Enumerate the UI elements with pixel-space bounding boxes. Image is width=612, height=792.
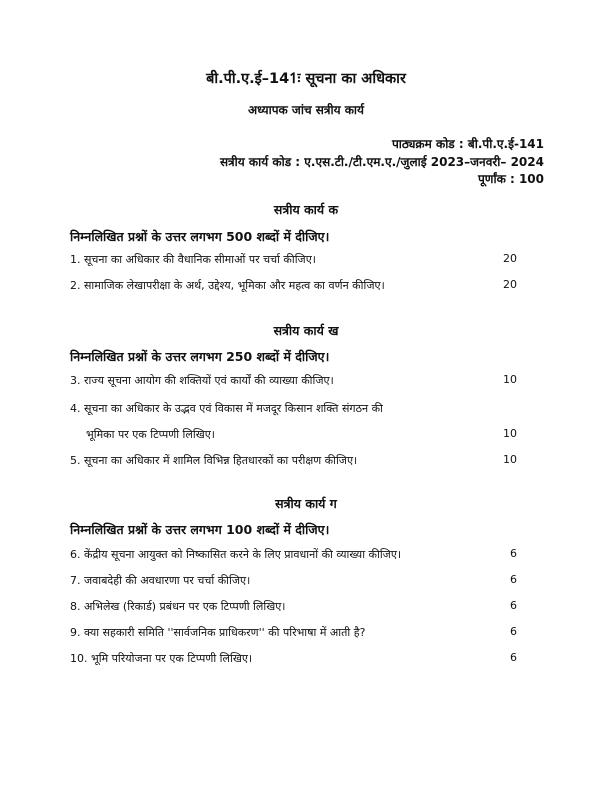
course-code: पाठ्यक्रम कोड : बी.पी.ए.ई-141: [391, 137, 544, 151]
question-item: [70, 401, 540, 417]
question-text: 9. क्या सहकारी समिति ''सार्वजनिक प्राधिकरण'' की परिभाषा में आती है?: [70, 626, 366, 639]
question-marks: 6: [510, 599, 517, 612]
question-text: 5. सूचना का अधिकार में शामिल विभिन्न हितधारकों का परीक्षण कीजिए।: [70, 454, 358, 467]
question-marks: 10: [503, 373, 517, 386]
question-marks: 20: [503, 252, 517, 265]
question-marks: 6: [510, 547, 517, 560]
question-marks: 6: [510, 625, 517, 638]
assignment-meta: [220, 136, 544, 189]
section-heading-b: सत्रीय कार्य ख: [273, 323, 339, 338]
question-text: 10. भूमि परियोजना पर एक टिप्पणी लिखिए।: [70, 652, 253, 665]
question-item: [70, 278, 540, 294]
section-heading-c: सत्रीय कार्य ग: [275, 496, 337, 511]
max-marks: पूर्णांक : 100: [477, 172, 544, 186]
question-text: 2. सामाजिक लेखापरीक्षा के अर्थ, उद्देश्य, भूमिका और महत्व का वर्णन कीजिए।: [70, 279, 385, 292]
question-item: [70, 453, 540, 469]
question-marks: 6: [510, 651, 517, 664]
page-title: बी.पी.ए.ई–141ः सूचना का अधिकार: [206, 71, 406, 87]
question-item: [70, 373, 540, 389]
question-marks: 10: [503, 427, 517, 440]
question-item-continuation: [86, 427, 556, 443]
question-text: 6. केंद्रीय सूचना आयुक्त को निष्कासित करने के लिए प्रावधानों की व्याख्या कीजिए।: [70, 548, 402, 561]
section-instruction-a: निम्नलिखित प्रश्नों के उत्तर लगभग 500 शब्दों में दीजिए।: [70, 229, 330, 244]
section-instruction-c: निम्नलिखित प्रश्नों के उत्तर लगभग 100 शब्दों में दीजिए।: [70, 522, 330, 537]
question-text: 1. सूचना का अधिकार की वैधानिक सीमाओं पर चर्चा कीजिए।: [70, 253, 316, 266]
question-marks: 6: [510, 573, 517, 586]
question-marks: 20: [503, 278, 517, 291]
question-item: [70, 547, 540, 563]
question-item: [70, 573, 540, 589]
section-heading-a: सत्रीय कार्य क: [273, 202, 339, 217]
page-subtitle: अध्यापक जांच सत्रीय कार्य: [247, 103, 365, 117]
section-instruction-b: निम्नलिखित प्रश्नों के उत्तर लगभग 250 शब्दों में दीजिए।: [70, 349, 330, 364]
question-text: 3. राज्य सूचना आयोग की शक्तियों एवं कार्यों की व्याख्या कीजिए।: [70, 374, 334, 387]
question-text: 7. जवाबदेही की अवधारणा पर चर्चा कीजिए।: [70, 574, 251, 587]
question-item: [70, 599, 540, 615]
question-item: [70, 651, 540, 667]
question-text: 8. अभिलेख (रिकार्ड) प्रबंधन पर एक टिप्पणी लिखिए।: [70, 600, 286, 613]
assignment-code: सत्रीय कार्य कोड : ए.एस.टी./टी.एम.ए./जुलाई 2023–जनवरी– 2024: [219, 154, 544, 169]
question-text-continuation: भूमिका पर एक टिप्पणी लिखिए।: [86, 428, 215, 441]
question-item: [70, 252, 540, 268]
question-marks: 10: [503, 453, 517, 466]
question-text: 4. सूचना का अधिकार के उद्भव एवं विकास में मजदूर किसान शक्ति संगठन की: [70, 402, 383, 415]
question-item: [70, 625, 540, 641]
